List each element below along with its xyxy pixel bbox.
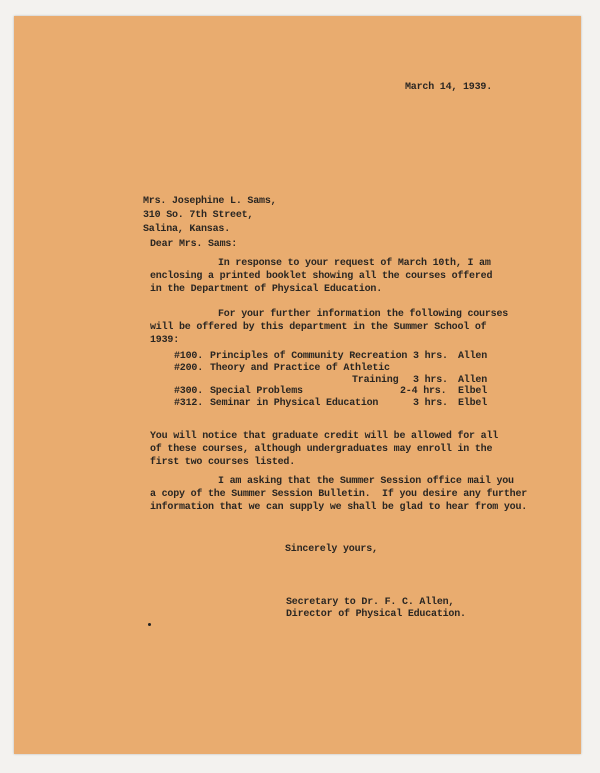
signature-line2: Director of Physical Education. (286, 609, 466, 620)
course-100-instructor: Allen (458, 351, 488, 362)
letter-date: March 14, 1939. (405, 82, 493, 93)
para3-line3: first two courses listed. (150, 457, 296, 468)
course-300-instructor: Elbel (458, 386, 488, 397)
course-312-hours: 3 hrs. (413, 398, 448, 409)
salutation: Dear Mrs. Sams: (150, 239, 238, 250)
course-200-hours: 3 hrs. (413, 375, 448, 386)
para2-line1: For your further information the following courses (218, 309, 509, 320)
course-312-instructor: Elbel (458, 398, 488, 409)
letter-paper (14, 16, 581, 754)
course-100-hours: 3 hrs. (413, 351, 448, 362)
para3-line2: of these courses, although undergraduates may enroll in the (150, 444, 493, 455)
course-200-number: #200. (174, 363, 204, 374)
para1-line2: enclosing a printed booklet showing all the courses offered (150, 271, 493, 282)
course-312-number: #312. (174, 398, 204, 409)
course-300-title: Special Problems (210, 386, 303, 397)
course-300-hours: 2-4 hrs. (400, 386, 447, 397)
para2-line2: will be offered by this department in the Summer School of (150, 322, 487, 333)
course-100-title: Principles of Community Recreation (210, 351, 408, 362)
para3-line1: You will notice that graduate credit will be allowed for all (150, 431, 499, 442)
para2-line3: 1939: (150, 335, 180, 346)
para1-line1: In response to your request of March 10th, I am (218, 258, 491, 269)
para4-line2: a copy of the Summer Session Bulletin. If you desire any further (150, 489, 528, 500)
course-200-title: Theory and Practice of Athletic (210, 363, 390, 374)
closing: Sincerely yours, (285, 544, 378, 555)
course-200-instructor: Allen (458, 375, 488, 386)
recipient-city: Salina, Kansas. (143, 224, 231, 235)
signature-line1: Secretary to Dr. F. C. Allen, (286, 597, 455, 608)
course-312-title: Seminar in Physical Education (210, 398, 379, 409)
course-100-number: #100. (174, 351, 204, 362)
para1-line3: in the Department of Physical Education. (150, 284, 383, 295)
course-300-number: #300. (174, 386, 204, 397)
recipient-street: 310 So. 7th Street, (143, 210, 254, 221)
para4-line3: information that we can supply we shall be glad to hear from you. (150, 502, 528, 513)
recipient-name: Mrs. Josephine L. Sams, (143, 196, 277, 207)
para4-line1: I am asking that the Summer Session office mail you (218, 476, 514, 487)
course-200-title-cont: Training (352, 375, 399, 386)
ink-mark (148, 623, 151, 626)
